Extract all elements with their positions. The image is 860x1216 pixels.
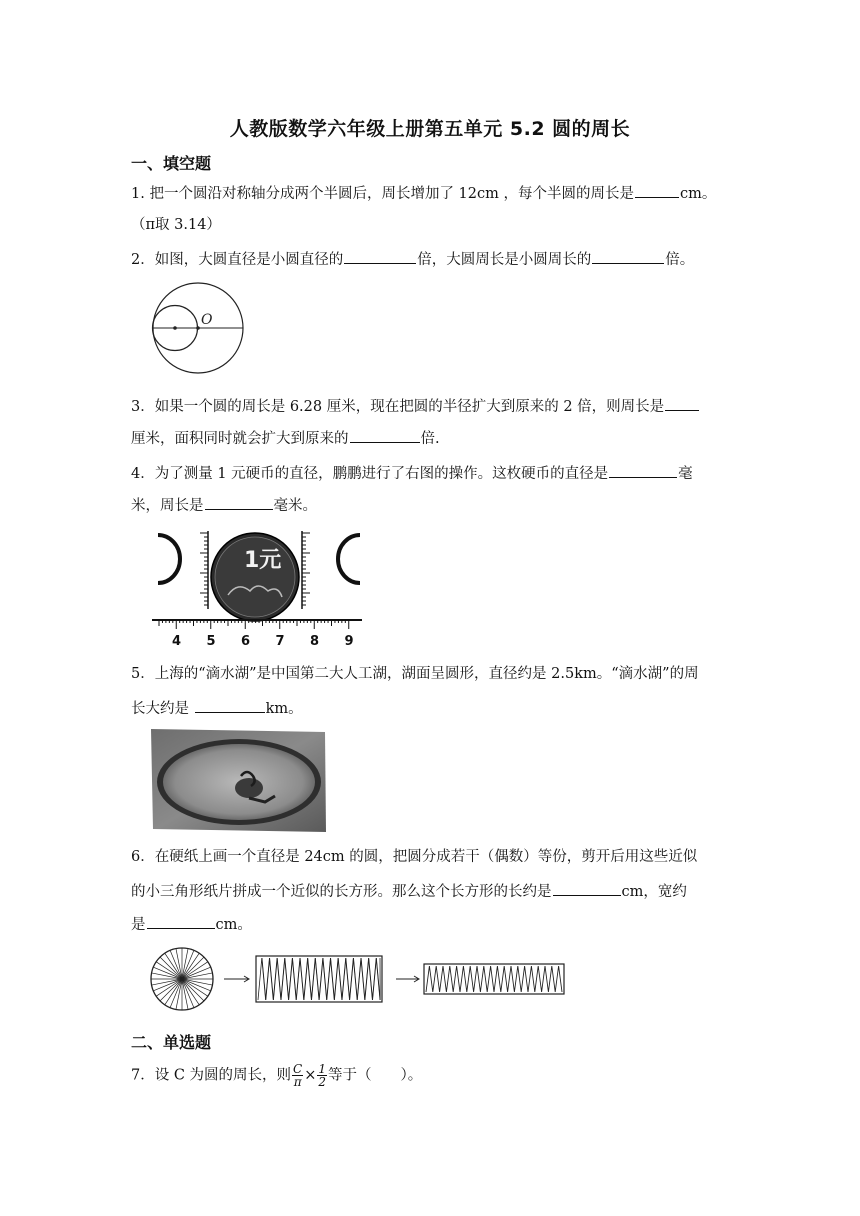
coin-ruler-figure [150,527,365,652]
question-6-text-e: cm。 [215,917,252,933]
answer-blank[interactable] [205,494,273,510]
answer-blank[interactable] [344,248,416,264]
question-5-line-2 [131,697,303,719]
question-3 [131,395,700,417]
fraction-c-over-pi: $\frac{C}{\pi}$ [293,1062,303,1089]
page-title: 人教版数学六年级上册第五单元 5.2 圆的周长 [229,118,631,140]
question-3-line-2 [131,427,440,449]
section-heading-fill-blank: 一、填空题 [131,154,212,173]
answer-blank[interactable] [147,913,215,929]
question-1-text: 1. 把一个圆沿对称轴分成两个半圆后，周长增加了 12cm ，每个半圆的周长是 [131,186,634,202]
question-1-note: （π取 3.14） [131,217,221,233]
question-1-unit: cm。 [679,186,717,202]
question-4 [131,462,693,484]
answer-blank[interactable] [553,880,621,896]
question-2-text-b: 倍，大圆周长是小圆周长的 [417,252,592,268]
ruler-tick-label: 9 [344,634,354,649]
question-6-line-2 [131,880,687,902]
circle-to-rectangle-figure [148,945,568,1015]
answer-blank[interactable] [665,395,699,411]
question-6-text-d: 是 [131,917,146,933]
question-4-text-b: 毫 [678,466,693,482]
question-1 [131,182,716,204]
question-7-text-b: 等于（ ）。 [328,1067,423,1084]
answer-blank[interactable] [350,427,420,443]
ruler-tick-label: 5 [206,634,216,649]
section-heading-single-choice: 二、单选题 [131,1033,212,1052]
question-6: 6．在硬纸上画一个直径是 24cm 的圆，把圆分成若干（偶数）等份，剪开后用这些近似 [131,849,698,865]
question-4-line-2 [131,494,317,516]
fraction-one-half: $\frac{1}{2}$ [318,1062,327,1089]
answer-blank[interactable] [609,462,677,478]
answer-blank[interactable] [635,182,679,198]
question-5: 5．上海的“滴水湖”是中国第二大人工湖，湖面呈圆形，直径约是 2.5km。“滴水湖”的周 [131,666,699,682]
question-3-text-b: 厘米，面积同时就会扩大到原来的 [131,431,349,447]
question-6-line-3 [131,913,252,935]
ruler-tick-label: 7 [275,634,285,649]
ruler-tick-label: 8 [310,634,320,649]
question-5-text-c: km。 [265,701,303,717]
question-4-text-c: 米，周长是 [131,498,204,514]
question-5-text-b: 长大约是 [131,701,194,717]
question-2 [131,248,694,270]
answer-blank[interactable] [592,248,664,264]
question-4-text-d: 毫米。 [273,498,317,514]
answer-blank[interactable] [195,697,265,713]
two-circles-figure [148,282,248,374]
question-7-text: 7．设 C 为圆的周长，则 [131,1067,292,1084]
question-6-text-b: 的小三角形纸片拼成一个近似的长方形。那么这个长方形的长约是 [131,884,552,900]
question-6-text-c: cm，宽约 [621,884,687,900]
question-7 [131,1063,422,1088]
question-2-text-c: 倍。 [665,252,695,268]
question-3-text-c: 倍. [420,431,440,447]
times-sign: × [304,1067,317,1084]
ruler-tick-label: 6 [241,634,251,649]
question-3-text: 3．如果一个圆的周长是 6.28 厘米，现在把圆的半径扩大到原来的 2 倍，则周长是 [131,399,665,415]
center-label: O [201,312,213,328]
ruler-tick-label: 4 [172,634,182,649]
question-2-text: 2．如图，大圆直径是小圆直径的 [131,252,344,268]
question-4-text: 4．为了测量 1 元硬币的直径，鹏鹏进行了右图的操作。这枚硬币的直径是 [131,466,609,482]
coin-denomination: 1元 [244,548,282,573]
lake-photo [149,726,327,834]
